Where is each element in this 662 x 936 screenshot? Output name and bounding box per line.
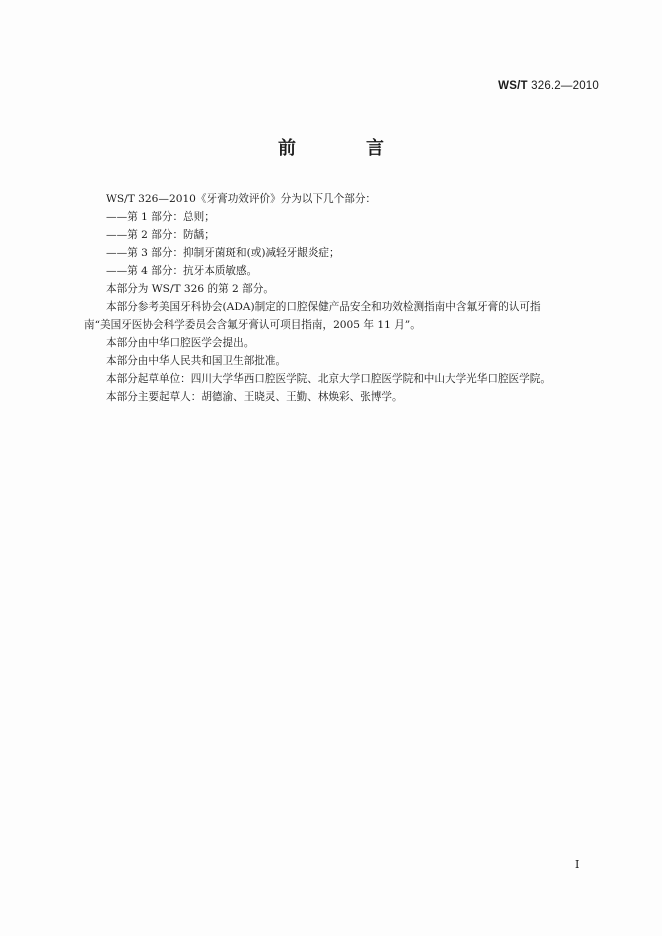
paragraph-this-part: 本部分为 WS/T 326 的第 2 部分。	[106, 283, 274, 295]
paragraph-reference: 本部分参考美国牙科协会(ADA)制定的口腔保健产品安全和功效检测指南中含氟牙膏的认可指	[106, 301, 541, 313]
standard-number: 326.2—2010	[531, 80, 599, 92]
list-item-part-2: ——第 2 部分：防龋；	[106, 229, 215, 241]
paragraph-drafters: 本部分主要起草人：胡德渝、王晓灵、王勤、林焕彩、张博学。	[106, 391, 403, 403]
list-item-part-4: ——第 4 部分：抗牙本质敏感。	[106, 265, 258, 277]
paragraph-intro: WS/T 326—2010《牙膏功效评价》分为以下几个部分：	[106, 193, 377, 205]
page-title: 前 言	[278, 138, 410, 159]
paragraph-drafting-units: 本部分起草单位：四川大学华西口腔医学院、北京大学口腔医学院和中山大学光华口腔医学院。	[106, 373, 551, 385]
foreword-body	[84, 190, 604, 406]
list-item-part-3: ——第 3 部分：抑制牙菌斑和(或)减轻牙龈炎症；	[106, 247, 340, 259]
paragraph-approved-by: 本部分由中华人民共和国卫生部批准。	[106, 355, 287, 367]
page-number: I	[575, 858, 580, 871]
paragraph-reference-cont: 南“美国牙医协会科学委员会含氟牙膏认可项目指南，2005 年 11 月”。	[84, 319, 421, 331]
paragraph-proposed-by: 本部分由中华口腔医学会提出。	[106, 337, 255, 349]
standard-code	[498, 80, 599, 92]
list-item-part-1: ——第 1 部分：总则；	[106, 211, 215, 223]
standard-prefix: WS/T	[498, 80, 528, 92]
